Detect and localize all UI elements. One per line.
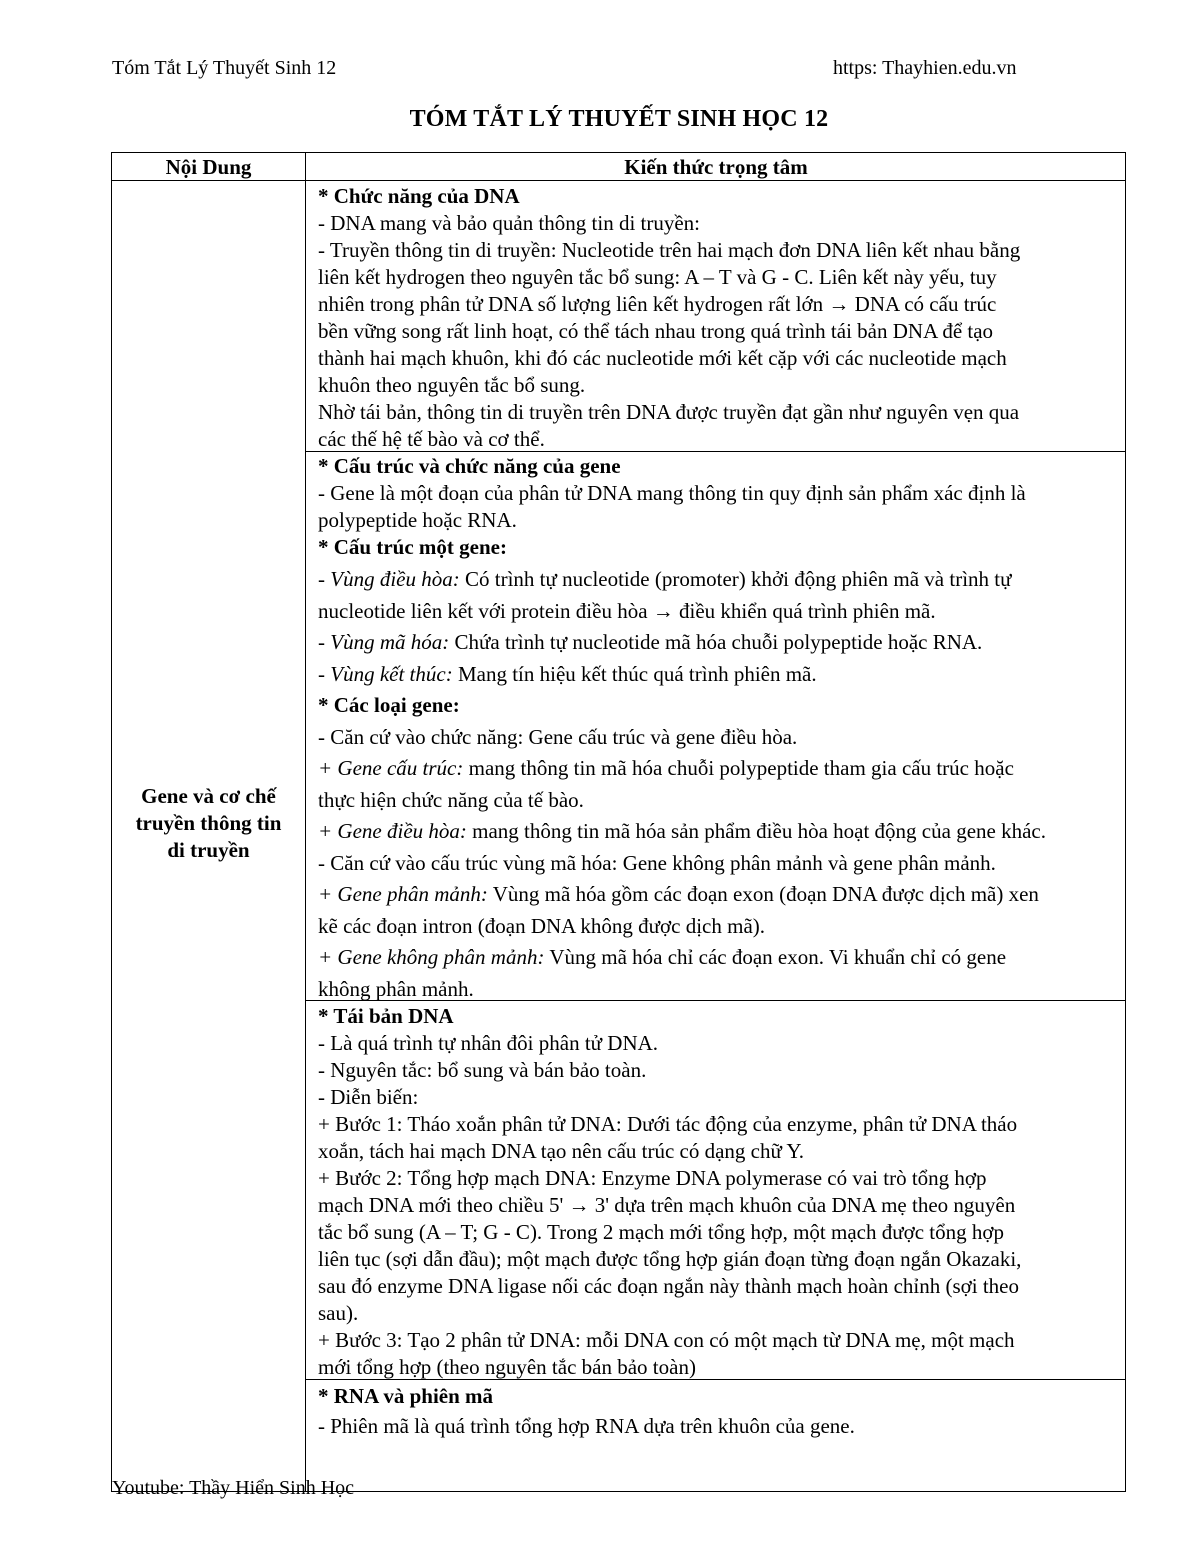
text-line: - DNA mang và bảo quản thông tin di truyền:: [318, 211, 701, 235]
text-line: - Nguyên tắc: bổ sung và bán bảo toàn.: [318, 1058, 647, 1082]
summary-table: [111, 152, 1126, 1492]
section-heading: * Tái bản DNA: [318, 1004, 454, 1028]
header-row-divider: [112, 180, 1125, 181]
term-label: - Vùng điều hòa:: [318, 567, 460, 591]
page-title: TÓM TẮT LÝ THUYẾT SINH HỌC 12: [409, 106, 829, 132]
text-line: kẽ các đoạn intron (đoạn DNA không được dịch mã).: [318, 913, 766, 938]
text-line: xoắn, tách hai mạch DNA tạo nên cấu trúc có dạng chữ Y.: [318, 1139, 805, 1163]
section-rna-transcription: [318, 1381, 1118, 1441]
topic-line: di truyền: [167, 838, 250, 862]
text-line: polypeptide hoặc RNA.: [318, 508, 517, 532]
term-label: + Gene phân mảnh:: [318, 882, 488, 906]
text-line: + Gene không phân mảnh: Vùng mã hóa chỉ các đoạn exon. Vi khuẩn chỉ có gene: [318, 945, 1007, 969]
column-header-knowledge: Kiến thức trọng tâm: [624, 155, 808, 179]
footer-youtube: Youtube: Thầy Hiển Sinh Học: [112, 1477, 355, 1499]
column-header-content: Nội Dung: [165, 155, 252, 179]
section-heading: * RNA và phiên mã: [318, 1384, 494, 1408]
term-label: - Vùng kết thúc:: [318, 661, 453, 686]
term-label: + Gene điều hòa:: [318, 819, 467, 843]
section-heading: * Chức năng của DNA: [318, 184, 520, 208]
section-gene-structure: [318, 453, 1118, 1005]
text-line: nhiên trong phân tử DNA số lượng liên kết hydrogen rất lớn → DNA có cấu trúc: [318, 292, 997, 316]
section-dna-function: [318, 183, 1118, 453]
text-line: khuôn theo nguyên tắc bổ sung.: [318, 373, 586, 397]
text-line: nucleotide liên kết với protein điều hòa → điều khiển quá trình phiên mã.: [318, 598, 936, 623]
text-line: mạch DNA mới theo chiều 5' → 3' dựa trên mạch khuôn của DNA mẹ theo nguyên: [318, 1193, 1016, 1217]
term-label: + Gene không phân mảnh:: [318, 945, 545, 969]
term-label: - Vùng mã hóa:: [318, 630, 450, 654]
text-line: các thế hệ tế bào và cơ thể.: [318, 427, 545, 451]
term-label: + Gene cấu trúc:: [318, 756, 464, 780]
topic-line: truyền thông tin: [135, 811, 282, 835]
text-line: + Bước 1: Tháo xoắn phân tử DNA: Dưới tác động của enzyme, phân tử DNA tháo: [318, 1112, 1018, 1136]
text-line: liên kết hydrogen theo nguyên tắc bổ sung: A – T và G - C. Liên kết này yếu, tuy: [318, 265, 997, 289]
subsection-heading: * Cấu trúc một gene:: [318, 535, 507, 559]
text-line: - Diễn biến:: [318, 1085, 419, 1109]
text-line: thực hiện chức năng của tế bào.: [318, 787, 584, 812]
text-line: + Gene điều hòa: mang thông tin mã hóa sản phẩm điều hòa hoạt động của gene khác.: [318, 819, 1046, 843]
text-line: - Vùng mã hóa: Chứa trình tự nucleotide mã hóa chuỗi polypeptide hoặc RNA.: [318, 630, 983, 654]
text-line: - Gene là một đoạn của phân tử DNA mang thông tin quy định sản phẩm xác định là: [318, 481, 1026, 505]
section-dna-replication: [318, 1003, 1118, 1381]
text-line: thành hai mạch khuôn, khi đó các nucleotide mới kết cặp với các nucleotide mạch: [318, 346, 1007, 370]
text-line: mới tổng hợp (theo nguyên tắc bán bảo toàn): [318, 1355, 696, 1379]
text-line: tắc bổ sung (A – T; G - C). Trong 2 mạch mới tổng hợp, một mạch được tổng hợp: [318, 1220, 1004, 1244]
text-line: + Bước 3: Tạo 2 phân tử DNA: mỗi DNA con có một mạch từ DNA mẹ, một mạch: [318, 1328, 1015, 1352]
header-left-title: Tóm Tắt Lý Thuyết Sinh 12: [112, 57, 337, 79]
text-line: - Căn cứ vào cấu trúc vùng mã hóa: Gene không phân mảnh và gene phân mảnh.: [318, 850, 996, 875]
header-website: https: Thayhien.edu.vn: [833, 57, 1017, 79]
topic-line: Gene và cơ chế: [141, 784, 276, 808]
text-line: - Vùng kết thúc: Mang tín hiệu kết thúc quá trình phiên mã.: [318, 661, 817, 686]
text-line: liên tục (sợi dẫn đầu); một mạch được tổng hợp gián đoạn từng đoạn ngắn Okazaki,: [318, 1247, 1022, 1271]
text-line: không phân mảnh.: [318, 976, 474, 1001]
text-line: sau).: [318, 1301, 359, 1325]
text-line: - Là quá trình tự nhân đôi phân tử DNA.: [318, 1031, 659, 1055]
text-line: + Gene phân mảnh: Vùng mã hóa gồm các đoạn exon (đoạn DNA được dịch mã) xen: [318, 882, 1039, 906]
text-line: - Truyền thông tin di truyền: Nucleotide trên hai mạch đơn DNA liên kết nhau bằng: [318, 238, 1021, 262]
text-line: + Gene cấu trúc: mang thông tin mã hóa chuỗi polypeptide tham gia cấu trúc hoặc: [318, 756, 1014, 780]
text-line: - Vùng điều hòa: Có trình tự nucleotide (promoter) khởi động phiên mã và trình tự: [318, 567, 1012, 591]
text-line: Nhờ tái bản, thông tin di truyền trên DNA được truyền đạt gần như nguyên vẹn qua: [318, 400, 1020, 424]
topic-cell: [112, 783, 305, 864]
section-heading: * Cấu trúc và chức năng của gene: [318, 454, 621, 478]
text-line: - Căn cứ vào chức năng: Gene cấu trúc và gene điều hòa.: [318, 724, 798, 749]
text-line: + Bước 2: Tổng hợp mạch DNA: Enzyme DNA polymerase có vai trò tổng hợp: [318, 1166, 987, 1190]
text-line: bền vững song rất linh hoạt, có thể tách nhau trong quá trình tái bản DNA để tạo: [318, 319, 994, 343]
text-line: sau đó enzyme DNA ligase nối các đoạn ngắn này thành mạch hoàn chỉnh (sợi theo: [318, 1274, 1019, 1298]
subsection-heading: * Các loại gene:: [318, 693, 460, 717]
column-divider: [305, 153, 306, 1491]
text-line: - Phiên mã là quá trình tổng hợp RNA dựa trên khuôn của gene.: [318, 1414, 855, 1438]
